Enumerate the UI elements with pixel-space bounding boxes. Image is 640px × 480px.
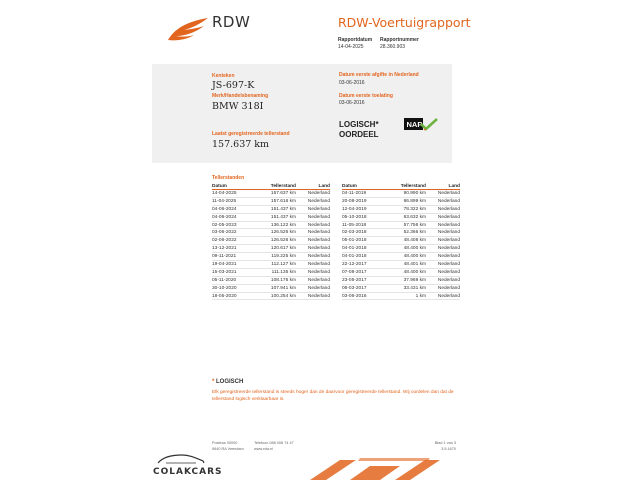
row-date: 06-03-2017 <box>342 285 367 291</box>
table-header <box>342 183 460 190</box>
table-row <box>212 285 330 293</box>
verdict-line1: LOGISCH* <box>339 120 379 129</box>
row-country: Nederland <box>307 206 330 212</box>
row-country: Nederland <box>437 214 460 220</box>
footer-address <box>212 440 244 452</box>
row-odometer: 57.756 km <box>403 222 426 228</box>
row-country: Nederland <box>437 198 460 204</box>
row-date: 05-11-2020 <box>212 277 237 283</box>
row-odometer: 33.431 km <box>403 285 426 291</box>
row-date: 15-03-2021 <box>212 269 237 275</box>
table-row <box>212 277 330 285</box>
note-text: Elk geregistreerde tellerstand is steeds hoger dan de daarvoor geregistreerde tellerstand. Wij oordelen dan dat de tellerstand logisch verklaarbaar is. <box>212 390 454 402</box>
car-silhouette-icon <box>156 452 206 466</box>
table-row <box>342 190 460 198</box>
vehicle-panel <box>152 64 452 163</box>
row-odometer: 107.941 km <box>270 285 296 291</box>
table-row <box>342 206 460 214</box>
footer-phone: Telefoon 088 008 74 47 <box>254 441 294 445</box>
odometer-table-right <box>342 183 460 300</box>
table-row <box>212 237 330 245</box>
decorative-stripes-icon <box>300 452 460 480</box>
footer-code: 3.5.1670 <box>441 447 456 451</box>
row-odometer: 108.176 km <box>270 277 296 283</box>
table-row <box>212 222 330 230</box>
row-country: Nederland <box>437 222 460 228</box>
row-country: Nederland <box>437 269 460 275</box>
table-row <box>212 206 330 214</box>
row-date: 04-11-2019 <box>342 191 367 196</box>
first-issue-label: Datum eerste afgifte in Nederland <box>339 72 419 78</box>
row-date: 30-10-2020 <box>212 285 237 291</box>
row-date: 07-08-2017 <box>342 269 367 275</box>
row-country: Nederland <box>437 293 460 299</box>
table-row <box>212 261 330 269</box>
table-row <box>342 222 460 230</box>
verdict-line2: OORDEEL <box>339 130 379 139</box>
row-odometer: 100.254 km <box>270 293 296 299</box>
verdict <box>339 120 379 140</box>
row-odometer: 90.990 km <box>403 191 426 196</box>
report-number: 28.360.903 <box>380 44 406 50</box>
row-odometer: 157.637 km <box>270 191 296 196</box>
report-date-block <box>338 37 372 51</box>
footer-website: www.rdw.nl <box>254 447 273 451</box>
table-row <box>342 214 460 222</box>
row-date: 14-04-2025 <box>212 191 237 196</box>
license-plate: JS-697-K <box>212 80 255 91</box>
row-date: 05-01-2018 <box>342 238 367 244</box>
table-row <box>212 269 330 277</box>
row-odometer: 48.400 km <box>403 269 426 275</box>
table-row <box>342 277 460 285</box>
row-date: 02-05-2023 <box>212 222 237 228</box>
table-row <box>342 253 460 261</box>
table-row <box>342 269 460 277</box>
row-country: Nederland <box>307 198 330 204</box>
table-row <box>212 190 330 198</box>
row-date: 04-01-2018 <box>342 246 367 252</box>
row-country: Nederland <box>437 238 460 244</box>
table-row <box>342 261 460 269</box>
dealer-name: COLAKCARS <box>153 467 223 477</box>
row-country: Nederland <box>307 246 330 252</box>
odometer-value: 157.637 km <box>212 139 270 150</box>
row-date: 04-01-2018 <box>342 254 367 260</box>
row-country: Nederland <box>307 262 330 268</box>
note-star: * <box>212 379 215 385</box>
vehicle-model: BMW 318I <box>212 101 264 112</box>
row-odometer: 48.408 km <box>403 238 426 244</box>
brand-label: Merk/Handelsbenaming <box>212 93 269 99</box>
row-odometer: 136.122 km <box>270 222 296 228</box>
row-country: Nederland <box>437 262 460 268</box>
note-title-text: LOGISCH <box>216 379 244 385</box>
footer-page-number: Blad 1 van 3 <box>434 441 456 445</box>
table-row <box>212 293 330 301</box>
row-date: 11-04-2025 <box>212 198 237 204</box>
row-country: Nederland <box>307 285 330 291</box>
row-odometer: 126.526 km <box>270 238 296 244</box>
nap-check-icon <box>404 118 438 131</box>
row-country: Nederland <box>437 206 460 212</box>
row-odometer: 120.617 km <box>270 246 296 252</box>
footer-postbus: Postbus 30000 <box>212 441 238 445</box>
license-label: Kenteken <box>212 73 235 79</box>
row-date: 13-12-2021 <box>212 246 237 252</box>
first-issue-date: 03-06-2016 <box>339 80 365 86</box>
row-odometer: 1 km <box>415 293 426 299</box>
report-date-label: Rapportdatum <box>338 37 373 43</box>
rdw-logo-icon <box>166 16 210 42</box>
footer-contact <box>254 440 294 452</box>
report-number-block <box>380 37 419 51</box>
table-row <box>342 245 460 253</box>
table-row <box>212 245 330 253</box>
row-date: 18-05-2020 <box>212 293 237 299</box>
row-odometer: 52.366 km <box>403 230 426 236</box>
row-country: Nederland <box>307 277 330 283</box>
row-country: Nederland <box>307 230 330 236</box>
row-odometer: 37.969 km <box>403 277 426 283</box>
row-date: 03-06-2016 <box>342 293 367 299</box>
col-odometer: Tellerstand <box>270 184 296 189</box>
row-country: Nederland <box>437 246 460 252</box>
row-odometer: 86.899 km <box>403 198 426 204</box>
row-country: Nederland <box>307 238 330 244</box>
brand-name: RDW <box>212 13 251 31</box>
row-date: 23-05-2017 <box>342 277 367 283</box>
row-odometer: 48.401 km <box>403 262 426 268</box>
row-odometer: 48.400 km <box>403 246 426 252</box>
table-row <box>342 198 460 206</box>
row-country: Nederland <box>307 254 330 260</box>
table-row <box>212 198 330 206</box>
table-row <box>342 229 460 237</box>
row-odometer: 78.322 km <box>403 206 426 212</box>
table-row <box>212 253 330 261</box>
table-row <box>342 285 460 293</box>
row-country: Nederland <box>307 214 330 220</box>
report-date: 14-04-2025 <box>338 44 364 50</box>
row-odometer: 151.437 km <box>270 214 296 220</box>
col-date: Datum <box>212 184 227 189</box>
row-date: 05-10-2018 <box>342 214 367 220</box>
first-admission-label: Datum eerste toelating <box>339 93 393 99</box>
col-country: Land <box>448 184 460 189</box>
row-country: Nederland <box>437 277 460 283</box>
row-odometer: 151.437 km <box>270 206 296 212</box>
row-odometer: 48.400 km <box>403 254 426 260</box>
row-country: Nederland <box>307 222 330 228</box>
row-date: 09-11-2021 <box>212 254 237 260</box>
row-odometer: 157.616 km <box>270 198 296 204</box>
row-country: Nederland <box>307 191 330 196</box>
table-row <box>212 214 330 222</box>
odometer-table-title: Tellerstanden <box>212 175 245 181</box>
row-country: Nederland <box>307 293 330 299</box>
table-header <box>212 183 330 190</box>
table-row <box>212 229 330 237</box>
report-title: RDW-Voertuigrapport <box>338 15 471 30</box>
row-country: Nederland <box>437 285 460 291</box>
footer-page <box>420 440 456 452</box>
odometer-table-left <box>212 183 330 300</box>
row-date: 02-06-2022 <box>212 238 237 244</box>
row-country: Nederland <box>307 269 330 275</box>
row-odometer: 119.225 km <box>271 254 296 260</box>
row-country: Nederland <box>437 254 460 260</box>
row-country: Nederland <box>437 230 460 236</box>
row-date: 03-06-2022 <box>212 230 237 236</box>
row-date: 19-04-2021 <box>212 262 237 268</box>
footer-postcode: 9640 RA Veendam <box>212 447 244 451</box>
table-row <box>342 237 460 245</box>
row-date: 04-06-2024 <box>212 206 237 212</box>
row-odometer: 63.632 km <box>403 214 426 220</box>
first-admission-date: 03-06-2016 <box>339 100 365 106</box>
col-date: Datum <box>342 184 357 189</box>
note-title <box>212 379 243 385</box>
row-date: 22-12-2017 <box>342 262 367 268</box>
row-date: 11-05-2018 <box>342 222 367 228</box>
col-odometer: Tellerstand <box>400 184 426 189</box>
report-number-label: Rapportnummer <box>380 37 419 43</box>
table-row <box>342 293 460 301</box>
row-odometer: 111.135 km <box>271 269 296 275</box>
row-date: 02-03-2018 <box>342 230 367 236</box>
row-odometer: 112.127 km <box>271 262 296 268</box>
col-country: Land <box>318 184 330 189</box>
odometer-label: Laatst geregistreerde tellerstand <box>212 131 290 137</box>
row-date: 04-06-2024 <box>212 214 237 220</box>
row-odometer: 126.526 km <box>270 230 296 236</box>
nap-label: NAP <box>406 120 423 129</box>
row-date: 12-04-2019 <box>342 206 367 212</box>
row-country: Nederland <box>437 191 460 196</box>
row-date: 20-08-2019 <box>342 198 367 204</box>
